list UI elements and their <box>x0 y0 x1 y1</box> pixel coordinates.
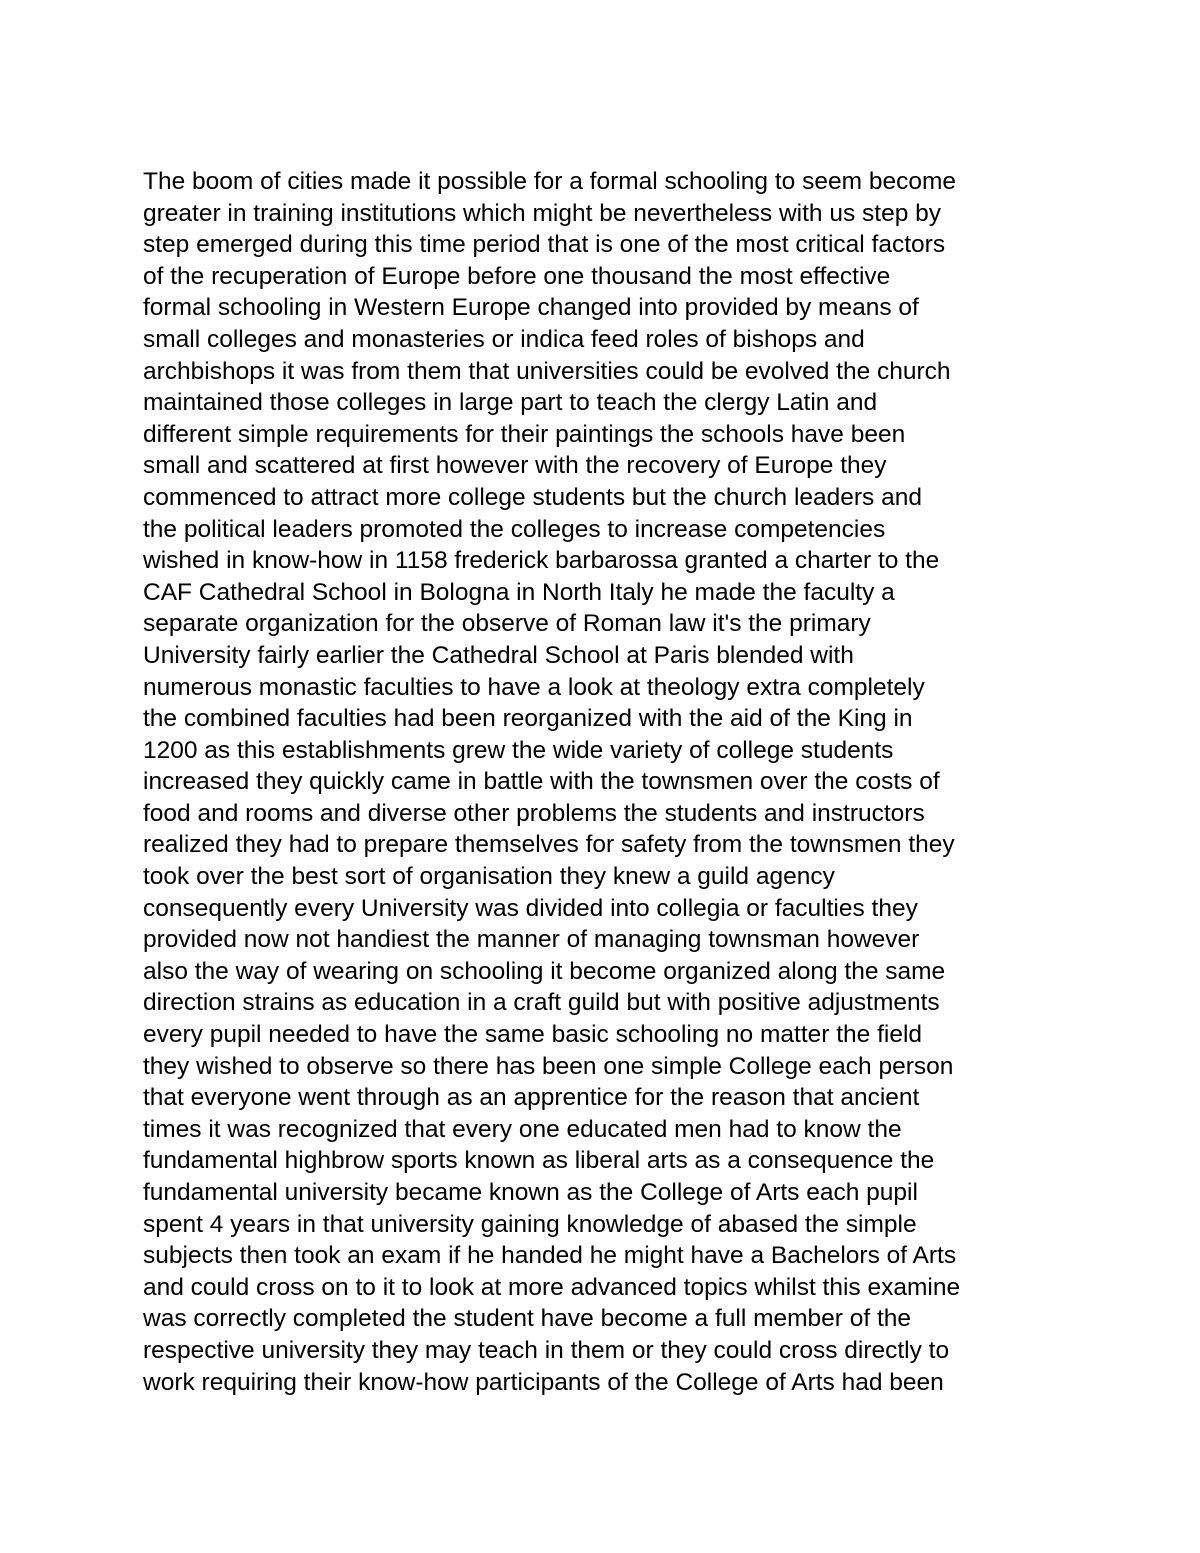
text-line: different simple requirements for their paintings the schools have been <box>143 420 906 448</box>
text-line: wished in know-how in 1158 frederick barbarossa granted a charter to the <box>143 547 940 575</box>
text-line: formal schooling in Western Europe changed into provided by means of <box>143 294 919 322</box>
text-line: small colleges and monasteries or indica feed roles of bishops and <box>143 325 865 353</box>
text-line: provided now not handiest the manner of managing townsman however <box>143 926 920 954</box>
text-line: work requiring their know-how participants of the College of Arts had been <box>143 1368 944 1396</box>
text-line: also the way of wearing on schooling it become organized along the same <box>143 957 946 985</box>
text-line: University fairly earlier the Cathedral School at Paris blended with <box>143 641 854 669</box>
text-line: fundamental university became known as the College of Arts each pupil <box>143 1179 918 1206</box>
text-line: realized they had to prepare themselves for safety from the townsmen they <box>143 831 955 859</box>
text-line: direction strains as education in a craft guild but with positive adjustments <box>143 989 940 1017</box>
text-line: numerous monastic faculties to have a look at theology extra completely <box>143 673 925 701</box>
text-line: greater in training institutions which might be nevertheless with us step by <box>143 199 942 227</box>
text-line: the political leaders promoted the colleges to increase competencies <box>143 515 886 543</box>
text-line: of the recuperation of Europe before one thousand the most effective <box>143 262 891 290</box>
text-line: increased they quickly came in battle with the townsmen over the costs of <box>143 768 940 796</box>
text-line: archbishops it was from them that universities could be evolved the church <box>143 357 951 385</box>
text-line: fundamental highbrow sports known as liberal arts as a consequence the <box>143 1147 935 1175</box>
text-line: was correctly completed the student have become a full member of the <box>143 1305 912 1333</box>
text-line: separate organization for the observe of Roman law it's the primary <box>143 610 871 638</box>
text-line: small and scattered at first however with the recovery of Europe they <box>143 452 887 480</box>
text-line: 1200 as this establishments grew the wide variety of college students <box>143 736 894 764</box>
text-line: food and rooms and diverse other problems the students and instructors <box>143 799 925 827</box>
text-line: every pupil needed to have the same basic schooling no matter the field <box>143 1021 923 1049</box>
text-line: they wished to observe so there has been one simple College each person <box>143 1052 954 1080</box>
text-line: respective university they may teach in them or they could cross directly to <box>143 1336 950 1364</box>
text-line: The boom of cities made it possible for a formal schooling to seem become <box>143 168 956 195</box>
text-line: step emerged during this time period that is one of the most critical factors <box>143 231 946 259</box>
text-line: spent 4 years in that university gaining knowledge of abased the simple <box>143 1210 917 1238</box>
text-line: commenced to attract more college students but the church leaders and <box>143 483 922 511</box>
text-line: subjects then took an exam if he handed he might have a Bachelors of Arts <box>143 1242 957 1270</box>
text-line: and could cross on to it to look at more advanced topics whilst this examine <box>143 1273 961 1301</box>
text-line: maintained those colleges in large part to teach the clergy Latin and <box>143 389 878 417</box>
text-line: times it was recognized that every one educated men had to know the <box>143 1115 902 1143</box>
text-line: CAF Cathedral School in Bologna in North Italy he made the faculty a <box>143 578 895 606</box>
body-paragraph <box>143 166 1103 1398</box>
text-line: took over the best sort of organisation they knew a guild agency <box>143 863 835 891</box>
text-line: consequently every University was divided into collegia or faculties they <box>143 894 918 922</box>
text-line: that everyone went through as an apprentice for the reason that ancient <box>143 1084 920 1112</box>
text-line: the combined faculties had been reorganized with the aid of the King in <box>143 705 913 733</box>
